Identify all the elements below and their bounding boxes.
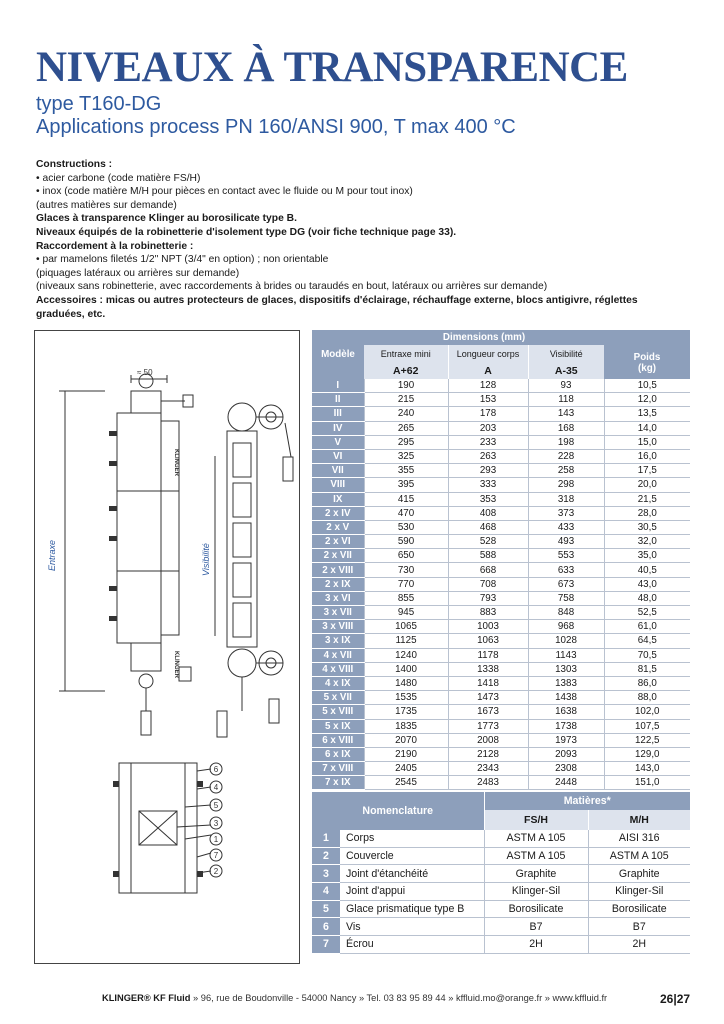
cell-visibilite: 758: [528, 591, 604, 605]
cell-entraxe: 265: [364, 421, 448, 435]
cell-entraxe: 945: [364, 606, 448, 620]
table-row: [312, 478, 690, 492]
cell-poids: 16,0: [604, 449, 690, 463]
table-row: [312, 733, 690, 747]
cell-visibilite: 1638: [528, 705, 604, 719]
cell-poids: 143,0: [604, 762, 690, 776]
cell-model: VIII: [312, 478, 364, 492]
table-row: [312, 830, 690, 847]
cell-visibilite: 228: [528, 449, 604, 463]
cell-poids: 30,5: [604, 520, 690, 534]
cell-entraxe: 1735: [364, 705, 448, 719]
cell-visibilite: 493: [528, 535, 604, 549]
cell-num: 7: [312, 936, 340, 954]
table-row: [312, 421, 690, 435]
description-block: [36, 158, 686, 321]
description-line: (niveaux sans robinetterie, avec raccordements à brides ou taraudés en bout, latéraux ou arrières sur demande): [36, 281, 548, 293]
header-m: M/H: [588, 810, 690, 830]
cell-longueur: 1773: [448, 719, 528, 733]
cell-visibilite: 318: [528, 492, 604, 506]
cell-model: 2 x VII: [312, 549, 364, 563]
table-row: [312, 776, 690, 790]
cell-model: 4 x VII: [312, 648, 364, 662]
cell-longueur: 588: [448, 549, 528, 563]
table-row: [312, 591, 690, 605]
cell-poids: 17,5: [604, 464, 690, 478]
table-row: [312, 634, 690, 648]
cell-visibilite: 373: [528, 506, 604, 520]
cell-longueur: 708: [448, 577, 528, 591]
table-row: [312, 705, 690, 719]
cell-poids: 32,0: [604, 535, 690, 549]
cell-longueur: 668: [448, 563, 528, 577]
cell-longueur: 468: [448, 520, 528, 534]
front-view-body: [227, 431, 257, 647]
cell-entraxe: 1835: [364, 719, 448, 733]
cell-poids: 12,0: [604, 393, 690, 407]
callout-number: 2: [213, 867, 219, 876]
cell-entraxe: 295: [364, 435, 448, 449]
table-row: [312, 577, 690, 591]
table-row: [312, 407, 690, 421]
table-row: [312, 883, 690, 901]
cell-entraxe: 1125: [364, 634, 448, 648]
cell-model: 4 x VIII: [312, 662, 364, 676]
cell-poids: 20,0: [604, 478, 690, 492]
cell-entraxe: 1535: [364, 691, 448, 705]
cell-num: 4: [312, 883, 340, 901]
table-row: [312, 393, 690, 407]
cell-visibilite: 673: [528, 577, 604, 591]
description-line: • inox (code matière M/H pour pièces en contact avec le fluide ou M pour tout inox): [36, 186, 413, 198]
cell-fs: 2H: [484, 936, 588, 954]
cell-longueur: 2343: [448, 762, 528, 776]
cell-longueur: 1003: [448, 620, 528, 634]
cell-poids: 10,5: [604, 379, 690, 393]
cell-entraxe: 1400: [364, 662, 448, 676]
cell-poids: 151,0: [604, 776, 690, 790]
cell-model: 3 x IX: [312, 634, 364, 648]
cell-poids: 21,5: [604, 492, 690, 506]
table-row: [312, 435, 690, 449]
cell-visibilite: 433: [528, 520, 604, 534]
table-row: [312, 520, 690, 534]
cell-longueur: 1338: [448, 662, 528, 676]
cell-poids: 86,0: [604, 676, 690, 690]
cell-entraxe: 2070: [364, 733, 448, 747]
cell-visibilite: 168: [528, 421, 604, 435]
cell-longueur: 263: [448, 449, 528, 463]
table-row: [312, 719, 690, 733]
cell-poids: 61,0: [604, 620, 690, 634]
cell-entraxe: 770: [364, 577, 448, 591]
cell-m: Graphite: [588, 865, 690, 883]
header-weight-unit: (kg): [604, 363, 690, 379]
cell-model: 6 x VIII: [312, 733, 364, 747]
table-row: [312, 535, 690, 549]
header-model: Modèle: [312, 330, 364, 379]
cell-model: 7 x IX: [312, 776, 364, 790]
cell-longueur: 1418: [448, 676, 528, 690]
header-nomenclature: Nomenclature: [312, 792, 484, 830]
cell-poids: 14,0: [604, 421, 690, 435]
cell-poids: 70,5: [604, 648, 690, 662]
cell-visibilite: 1438: [528, 691, 604, 705]
cell-longueur: 1473: [448, 691, 528, 705]
header-longueur: Longueur corps: [448, 345, 528, 363]
dimensions-rows: [312, 379, 690, 790]
callout-number: 7: [213, 851, 219, 860]
cell-longueur: 233: [448, 435, 528, 449]
cell-entraxe: 2545: [364, 776, 448, 790]
cell-model: 3 x VI: [312, 591, 364, 605]
visibilite-label: Visibilité: [201, 543, 211, 576]
side-view-body: [117, 413, 161, 643]
cell-model: 2 x VI: [312, 535, 364, 549]
cell-longueur: 408: [448, 506, 528, 520]
cell-entraxe: 730: [364, 563, 448, 577]
cell-fs: Borosilicate: [484, 900, 588, 918]
cell-visibilite: 1303: [528, 662, 604, 676]
cell-model: VII: [312, 464, 364, 478]
cell-model: IV: [312, 421, 364, 435]
cell-poids: 40,5: [604, 563, 690, 577]
description-line: • acier carbone (code matière FS/H): [36, 172, 201, 184]
table-row: [312, 847, 690, 865]
cell-entraxe: 470: [364, 506, 448, 520]
page-title: NIVEAUX À TRANSPARENCE: [36, 44, 628, 91]
cell-poids: 122,5: [604, 733, 690, 747]
cell-visibilite: 143: [528, 407, 604, 421]
dimensions-table: [312, 330, 690, 790]
cell-model: I: [312, 379, 364, 393]
cell-entraxe: 355: [364, 464, 448, 478]
cell-model: 5 x VII: [312, 691, 364, 705]
cell-visibilite: 1383: [528, 676, 604, 690]
cell-m: Borosilicate: [588, 900, 690, 918]
cell-entraxe: 325: [364, 449, 448, 463]
cell-model: 2 x IV: [312, 506, 364, 520]
technical-drawing: [34, 330, 300, 964]
cell-num: 1: [312, 830, 340, 847]
cell-visibilite: 298: [528, 478, 604, 492]
cell-fs: Klinger-Sil: [484, 883, 588, 901]
product-application: Applications process PN 160/ANSI 900, T max 400 °C: [36, 116, 516, 138]
drawing-svg: [35, 331, 299, 963]
cell-poids: 15,0: [604, 435, 690, 449]
table-row: [312, 747, 690, 761]
callout-number: 4: [213, 783, 219, 792]
description-line: Constructions :: [36, 159, 113, 170]
cell-model: 5 x VIII: [312, 705, 364, 719]
cell-visibilite: 2093: [528, 747, 604, 761]
cell-longueur: 883: [448, 606, 528, 620]
header-fs: FS/H: [484, 810, 588, 830]
cell-longueur: 2128: [448, 747, 528, 761]
cell-poids: 13,5: [604, 407, 690, 421]
cell-poids: 88,0: [604, 691, 690, 705]
cell-visibilite: 198: [528, 435, 604, 449]
cell-entraxe: 1480: [364, 676, 448, 690]
formula-longueur: A: [448, 363, 528, 379]
cell-entraxe: 395: [364, 478, 448, 492]
description-line: (autres matières sur demande): [36, 199, 177, 211]
cell-poids: 28,0: [604, 506, 690, 520]
table-row: [312, 676, 690, 690]
cell-longueur: 1673: [448, 705, 528, 719]
front-bottom-valve: [228, 649, 256, 677]
front-top-valve: [228, 403, 256, 431]
cell-longueur: 293: [448, 464, 528, 478]
cell-model: 4 x IX: [312, 676, 364, 690]
cell-model: 3 x VIII: [312, 620, 364, 634]
cell-entraxe: 215: [364, 393, 448, 407]
cell-name: Couvercle: [340, 847, 484, 865]
cell-visibilite: 2448: [528, 776, 604, 790]
cell-name: Corps: [340, 830, 484, 847]
cell-poids: 48,0: [604, 591, 690, 605]
cell-longueur: 793: [448, 591, 528, 605]
table-row: [312, 936, 690, 954]
table-row: [312, 464, 690, 478]
cell-name: Glace prismatique type B: [340, 900, 484, 918]
cell-visibilite: 93: [528, 379, 604, 393]
table-row: [312, 620, 690, 634]
cell-model: IX: [312, 492, 364, 506]
table-row: [312, 918, 690, 936]
cell-longueur: 528: [448, 535, 528, 549]
cell-longueur: 153: [448, 393, 528, 407]
cell-visibilite: 2308: [528, 762, 604, 776]
description-line: Accessoires : micas ou autres protecteurs de glaces, dispositifs d'éclairage, réchauffage externe, blocs antigivre, réglettes graduées, etc.: [36, 294, 638, 320]
header-visibilite: Visibilité: [528, 345, 604, 363]
formula-visibilite: A-35: [528, 363, 604, 379]
description-line: Raccordement à la robinetterie :: [36, 240, 194, 252]
cell-visibilite: 1738: [528, 719, 604, 733]
nomenclature-rows: [312, 830, 690, 953]
callout-number: 3: [213, 819, 219, 828]
cell-model: 3 x VII: [312, 606, 364, 620]
cell-entraxe: 415: [364, 492, 448, 506]
description-line: • par mamelons filetés 1/2" NPT (3/4" en option) ; non orientable: [36, 254, 329, 266]
cell-model: 6 x IX: [312, 747, 364, 761]
cell-model: 2 x V: [312, 520, 364, 534]
header-weight: Poids: [604, 330, 690, 363]
cell-m: ASTM A 105: [588, 847, 690, 865]
table-row: [312, 449, 690, 463]
cell-entraxe: 2190: [364, 747, 448, 761]
cell-m: Klinger-Sil: [588, 883, 690, 901]
table-row: [312, 900, 690, 918]
cell-model: II: [312, 393, 364, 407]
product-type: type T160-DG: [36, 93, 162, 115]
table-row: [312, 691, 690, 705]
table-row: [312, 606, 690, 620]
cell-longueur: 203: [448, 421, 528, 435]
footer-contact: [102, 993, 607, 1003]
entraxe-label: Entraxe: [47, 539, 57, 571]
cell-m: 2H: [588, 936, 690, 954]
brand-marking-top: KLINGER: [173, 449, 179, 476]
cell-poids: 81,5: [604, 662, 690, 676]
cell-num: 3: [312, 865, 340, 883]
header-matieres: Matières*: [484, 792, 690, 810]
cell-fs: ASTM A 105: [484, 830, 588, 847]
cell-poids: 35,0: [604, 549, 690, 563]
cell-visibilite: 968: [528, 620, 604, 634]
cell-fs: ASTM A 105: [484, 847, 588, 865]
cell-name: Joint d'étanchéité: [340, 865, 484, 883]
cell-visibilite: 258: [528, 464, 604, 478]
cell-longueur: 333: [448, 478, 528, 492]
width-dim-label: ≈ 50: [137, 368, 153, 377]
table-row: [312, 865, 690, 883]
cell-longueur: 2008: [448, 733, 528, 747]
description-line: Glaces à transparence Klinger au borosilicate type B.: [36, 213, 297, 225]
cell-longueur: 178: [448, 407, 528, 421]
cell-longueur: 128: [448, 379, 528, 393]
callout-number: 1: [213, 835, 219, 844]
cell-m: B7: [588, 918, 690, 936]
cell-poids: 43,0: [604, 577, 690, 591]
cell-longueur: 2483: [448, 776, 528, 790]
cell-entraxe: 1065: [364, 620, 448, 634]
table-row: [312, 379, 690, 393]
cell-visibilite: 1143: [528, 648, 604, 662]
cell-entraxe: 240: [364, 407, 448, 421]
cell-visibilite: 118: [528, 393, 604, 407]
page-number: 26|27: [660, 992, 691, 1006]
table-row: [312, 762, 690, 776]
brand-marking-bottom: KLINGER: [173, 651, 179, 678]
cell-entraxe: 1240: [364, 648, 448, 662]
cell-entraxe: 855: [364, 591, 448, 605]
callout-number: 5: [213, 801, 219, 810]
cell-num: 2: [312, 847, 340, 865]
cell-model: III: [312, 407, 364, 421]
cell-model: 2 x VIII: [312, 563, 364, 577]
description-line: (piquages latéraux ou arrières sur demande): [36, 267, 240, 279]
cell-m: AISI 316: [588, 830, 690, 847]
cell-poids: 129,0: [604, 747, 690, 761]
table-row: [312, 648, 690, 662]
table-row: [312, 563, 690, 577]
cell-fs: Graphite: [484, 865, 588, 883]
cell-poids: 64,5: [604, 634, 690, 648]
cell-name: Vis: [340, 918, 484, 936]
cell-visibilite: 848: [528, 606, 604, 620]
cell-name: Joint d'appui: [340, 883, 484, 901]
cell-longueur: 1063: [448, 634, 528, 648]
cell-longueur: 353: [448, 492, 528, 506]
table-row: [312, 549, 690, 563]
description-line: Niveaux équipés de la robinetterie d'isolement type DG (voir fiche technique page 33).: [36, 226, 457, 238]
cell-longueur: 1178: [448, 648, 528, 662]
cell-model: VI: [312, 449, 364, 463]
cell-visibilite: 1973: [528, 733, 604, 747]
cell-visibilite: 633: [528, 563, 604, 577]
table-row: [312, 662, 690, 676]
table-row: [312, 506, 690, 520]
cell-num: 5: [312, 900, 340, 918]
callout-number: 6: [213, 765, 219, 774]
nomenclature-table: [312, 792, 690, 954]
cell-model: 7 x VIII: [312, 762, 364, 776]
cell-poids: 107,5: [604, 719, 690, 733]
cell-name: Écrou: [340, 936, 484, 954]
header-entraxe: Entraxe mini: [364, 345, 448, 363]
footer-brand: KLINGER® KF Fluid: [102, 993, 191, 1003]
cell-model: V: [312, 435, 364, 449]
cell-entraxe: 590: [364, 535, 448, 549]
cell-entraxe: 2405: [364, 762, 448, 776]
footer-address: » 96, rue de Boudonville - 54000 Nancy » Tel. 03 83 95 89 44 » kffluid.mo@orange.fr » www.kffluid.fr: [190, 993, 608, 1003]
cell-entraxe: 650: [364, 549, 448, 563]
cell-visibilite: 553: [528, 549, 604, 563]
cell-model: 2 x IX: [312, 577, 364, 591]
cell-entraxe: 190: [364, 379, 448, 393]
cell-entraxe: 530: [364, 520, 448, 534]
cell-visibilite: 1028: [528, 634, 604, 648]
cell-poids: 52,5: [604, 606, 690, 620]
cell-poids: 102,0: [604, 705, 690, 719]
table-row: [312, 492, 690, 506]
cell-fs: B7: [484, 918, 588, 936]
cell-num: 6: [312, 918, 340, 936]
header-dimensions: Dimensions (mm): [364, 330, 604, 345]
formula-entraxe: A+62: [364, 363, 448, 379]
cell-model: 5 x IX: [312, 719, 364, 733]
